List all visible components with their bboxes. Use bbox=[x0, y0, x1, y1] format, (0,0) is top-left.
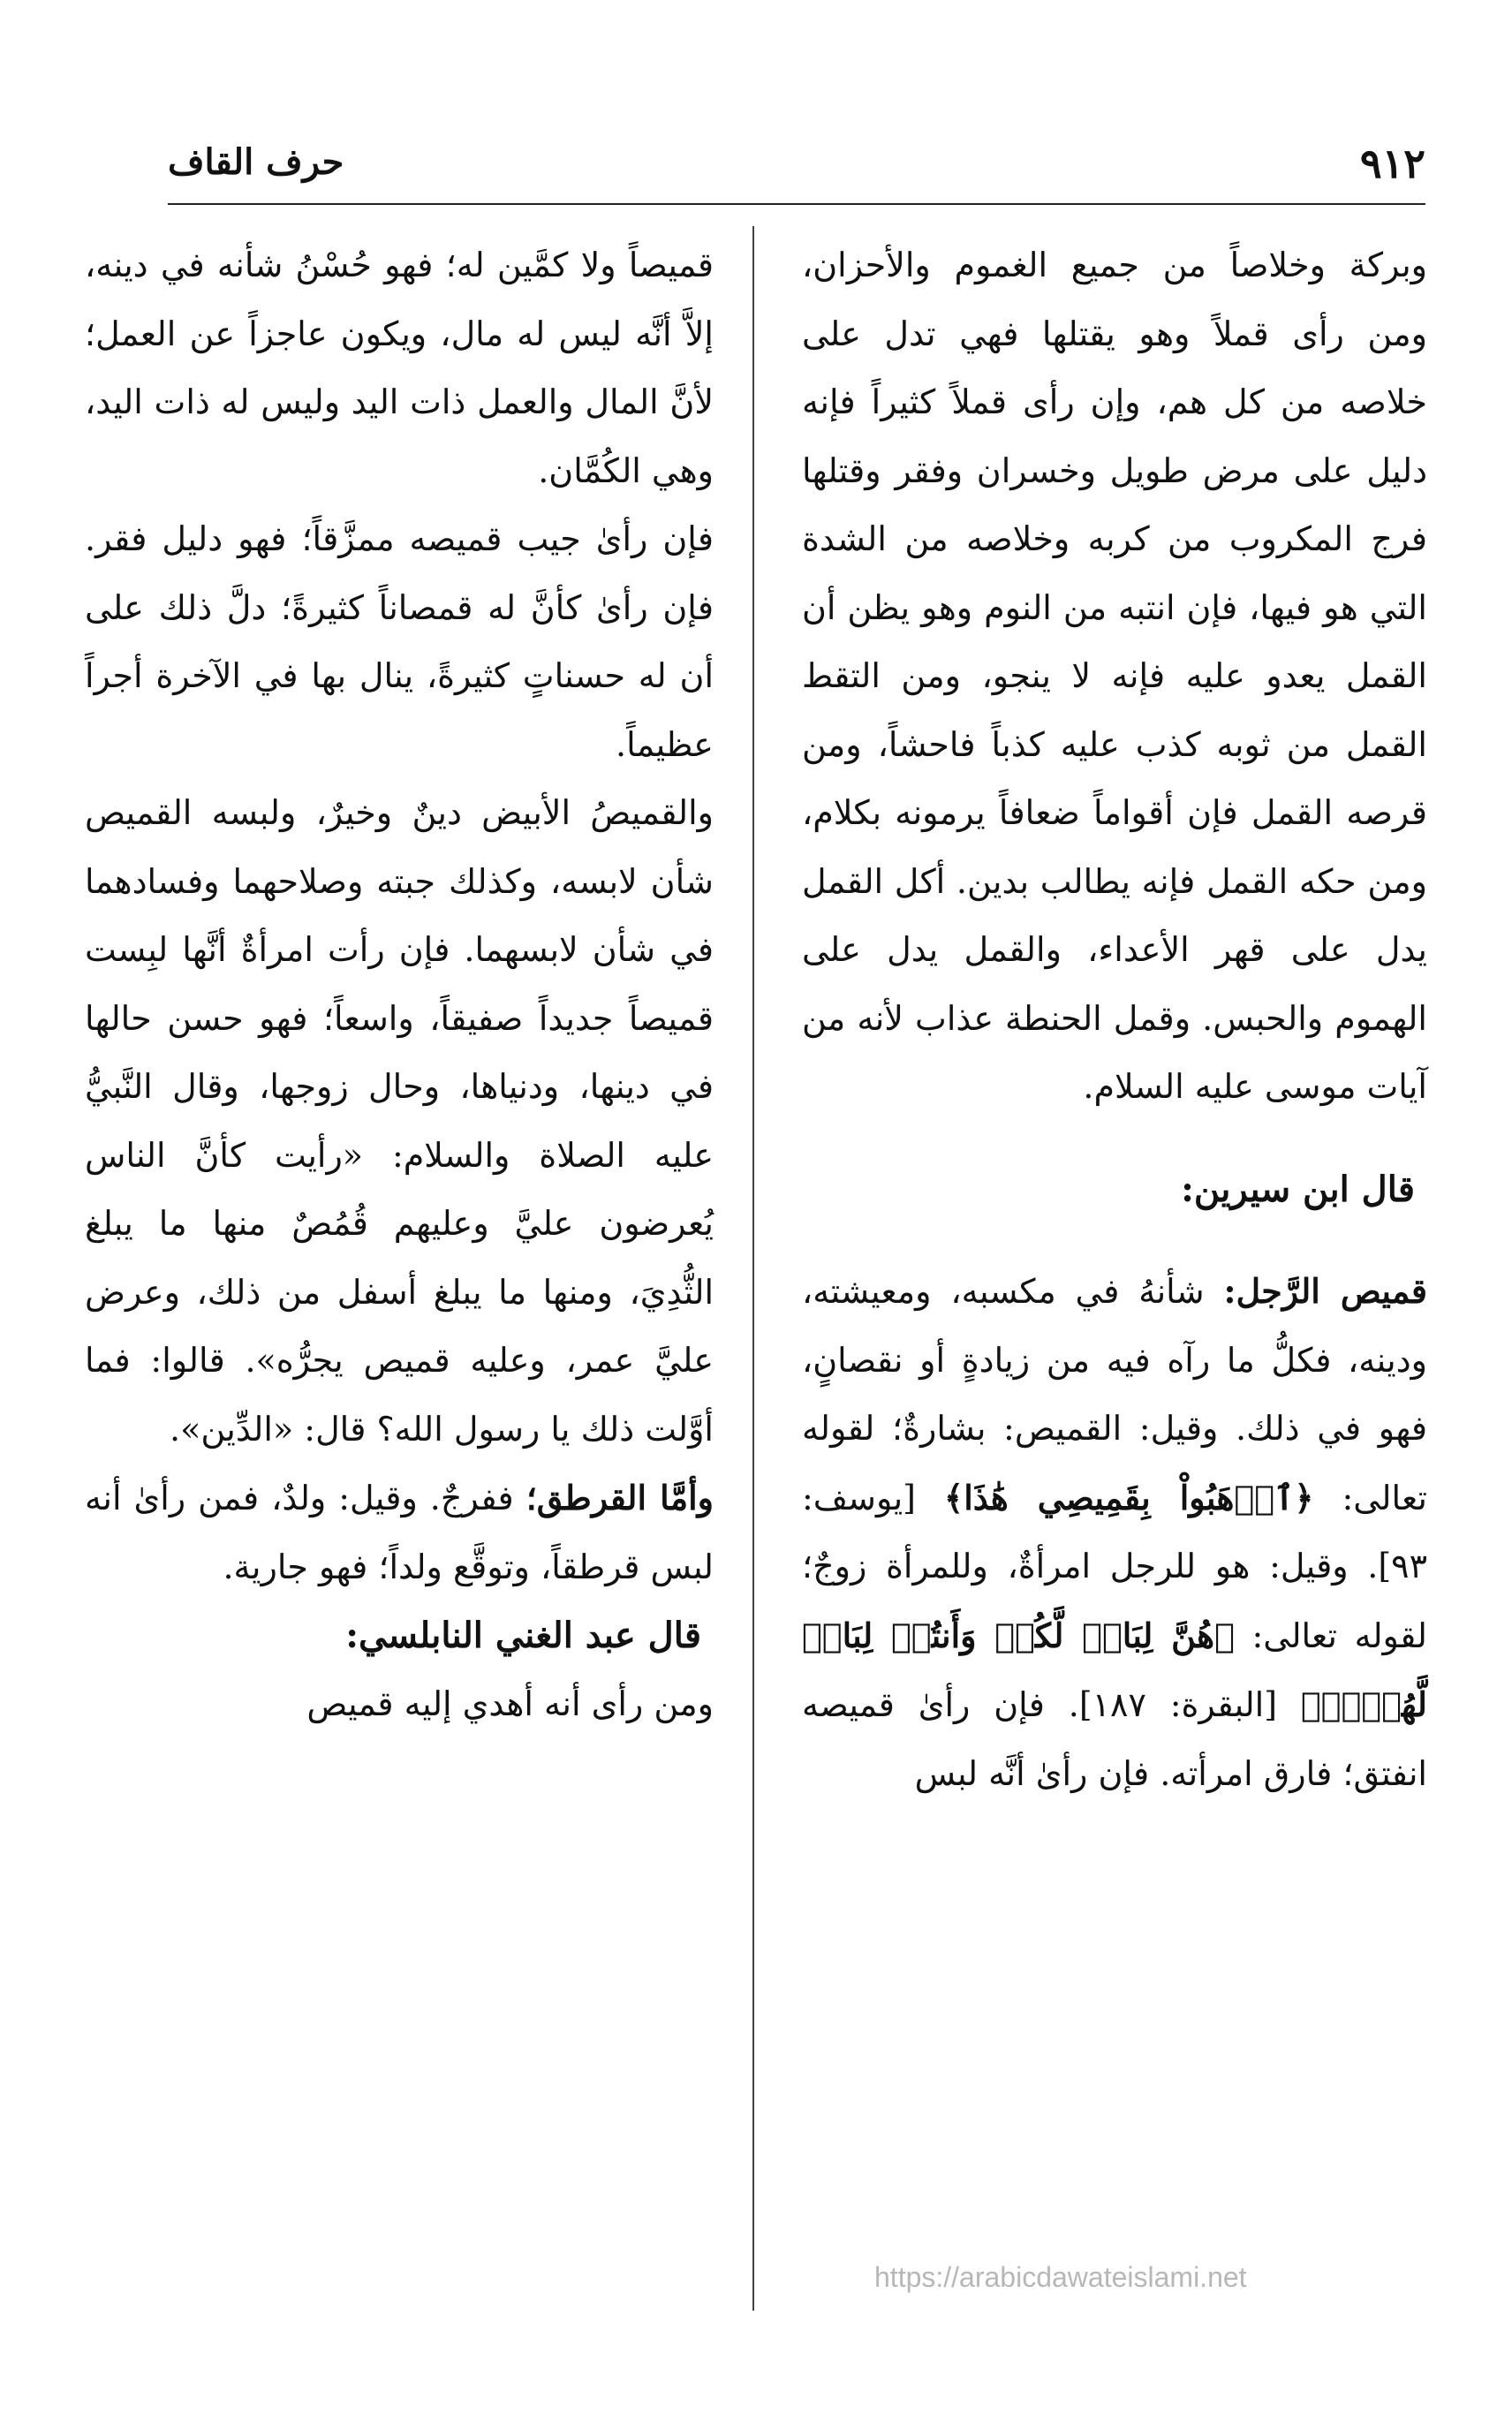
right-column bbox=[802, 231, 1427, 1808]
paragraph-mans-shirt bbox=[802, 1257, 1427, 1808]
entry-term-mans-shirt: قميص الرَّجل: bbox=[1223, 1271, 1427, 1311]
verse-reference-baqara: [البقرة: ١٨٧] bbox=[1078, 1685, 1301, 1724]
text-segment: . فإن رأىٰ قميصه انفتق؛ فارق امرأته. فإن رأىٰ أنَّه لبس bbox=[802, 1685, 1427, 1793]
text-segment: . وقيل: هو للرجل امرأةٌ، وللمرأة زوجٌ؛ لقوله تعالى: bbox=[802, 1547, 1427, 1655]
paragraph-lice: وبركة وخلاصاً من جميع الغموم والأحزان، ومن رأى قملاً وهو يقتلها فهي تدل على خلاصه من كل هم، وإن رأى قملاً كثيراً فإنه دليل على مرض طويل وخسران وفقر وقتلها فرج المكروب من كربه وخلاصه من الشدة التي هو فيها، فإن انتبه من النوم وهو يظن أن القمل يعدو عليه فإنه لا ينجو، ومن التقط القمل من ثوبه كذب عليه كذباً فاحشاً، ومن قرصه القمل فإن أقواماً ضعافاً يرمونه بكلام، ومن حكه القمل فإنه يطالب بدين. أكل القمل يدل على قهر الأعداء، والقمل يدل على الهموم والحبس. وقمل الحنطة عذاب لأنه من آيات موسى عليه السلام. bbox=[802, 246, 1427, 1106]
chapter-title: حرف القاف bbox=[168, 141, 344, 183]
watermark-url: https://arabicdawateislami.net bbox=[874, 2261, 1247, 2293]
spacer bbox=[802, 1122, 1427, 1155]
spacer bbox=[802, 1223, 1427, 1257]
page-number: ٩١٢ bbox=[1359, 140, 1425, 187]
paragraph-sleeveless-shirt: قميصاً ولا كمَّين له؛ فهو حُسْنُ شأنه في دينه، إلاَّ أنَّه ليس له مال، ويكون عاجزاً عن العمل؛ لأنَّ المال والعمل ذات اليد وليس له ذات اليد، وهي الكُمَّان. bbox=[85, 246, 714, 490]
quran-verse-yusuf: ﴿ٱذۡهَبُواْ بِقَمِيصِي هَٰذَا﴾ bbox=[943, 1477, 1314, 1517]
text-segment: شأنهُ في مكسبه، ومعيشته، ودينه، فكلُّ ما رآه فيه من زيادةٍ أو نقصانٍ، فهو في ذلك. وقيل: القميص: بشارةٌ؛ لقوله تعالى: bbox=[802, 1272, 1427, 1517]
paragraph-torn-pocket: فإن رأىٰ جيب قميصه ممزَّقاً؛ فهو دليل فقر. فإن رأىٰ كأنَّ له قمصاناً كثيرةً؛ دلَّ ذلك على أن له حسناتٍ كثيرةً، ينال بها في الآخرة أجراً عظيماً. bbox=[85, 519, 714, 764]
paragraph-white-shirt: والقميصُ الأبيض دينٌ وخيرٌ، ولبسه القميص شأن لابسه، وكذلك جبته وصلاحهما وفسادهما في شأن لابسهما. فإن رأت امرأةٌ أنَّها لبِست قميصاً جديداً صفيقاً، واسعاً؛ فهو حسن حالها في دينها، ودنياها، وحال زوجها، وقال النَّبيُّ عليه الصلاة والسلام: «رأيت كأنَّ الناس يُعرضون عليَّ وعليهم قُمُصٌ منها ما يبلغ الثُّدِيَ، ومنها ما يبلغ أسفل من ذلك، وعرض عليَّ عمر، وعليه قميص يجرُّه». قالوا: فما أوَّلت ذلك يا رسول الله؟ قال: «الدِّين». bbox=[85, 793, 714, 1449]
entry-term-qurtuq: وأمَّا القرطق؛ bbox=[525, 1478, 714, 1517]
page-header bbox=[168, 132, 1425, 205]
quran-verse-baqara: ﴿هُنَّ لِبَاسٞ لَّكُمۡ وَأَنتُمۡ لِبَاسٞ لَّهُنَّۗ﴾ bbox=[802, 1615, 1427, 1724]
heading-ibn-sirin: قال ابن سيرين: bbox=[1181, 1168, 1415, 1210]
left-column bbox=[85, 231, 714, 1738]
verse-reference-yusuf: [يوسف: ٩٣] bbox=[802, 1478, 1427, 1585]
text-segment: ففرجٌ. وقيل: ولدٌ، فمن رأىٰ أنه لبس قرطقاً، وتوقَّع ولداً؛ فهو جارية. bbox=[85, 1479, 714, 1586]
heading-nabulsi: قال عبد الغني النابلسي: bbox=[345, 1615, 701, 1656]
paragraph-gifted-shirt: ومن رأى أنه أهدي إليه قميص bbox=[306, 1684, 714, 1723]
paragraph-qurtuq bbox=[85, 1464, 714, 1601]
column-divider bbox=[752, 226, 754, 2311]
